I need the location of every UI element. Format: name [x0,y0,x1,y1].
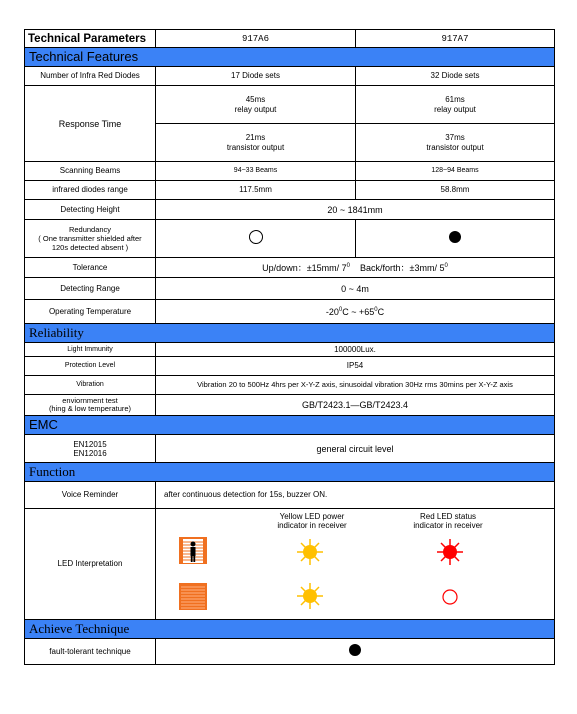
section-function [25,463,555,482]
label-line: enviornment test [62,396,118,405]
row-voice [25,482,555,509]
value-shared [156,258,555,278]
row-range [25,278,555,300]
value-b: 58.8mm [356,181,555,200]
section-technical-features [25,48,555,67]
section-emc [25,416,555,435]
degree-sup: 0 [346,262,350,269]
value-b-relay [356,86,555,124]
value-a: 17 Diode sets [156,67,356,86]
row-fault [25,639,555,665]
section-achieve-technique [25,620,555,639]
row-label [25,220,156,258]
temp-unit: C [377,306,385,317]
row-diode-range [25,181,555,200]
params-header: Technical Parameters [25,30,156,48]
spec-sheet [24,29,554,665]
caption-line: indicator in receiver [277,521,347,530]
person-in-door-icon [178,535,208,565]
header-row [25,30,555,48]
value-shared: 20 ~ 1841mm [156,200,555,220]
value-shared: general circuit level [156,435,555,463]
empty-circle-icon [441,588,459,606]
row-label: Protection Level [25,357,156,376]
row-label: Detecting Range [25,278,156,300]
value-b [356,220,555,258]
model-b-header: 917A7 [356,30,555,48]
row-tolerance [25,258,555,278]
sun-red-icon [436,538,464,566]
row-label: Scanning Beams [25,162,156,181]
value-a-relay [156,86,356,124]
relay-time: 45ms [245,94,266,104]
value-a: 117.5mm [156,181,356,200]
row-label: Detecting Height [25,200,156,220]
row-label: fault-tolerant technique [25,639,156,665]
row-temperature [25,300,555,324]
label-line: Redundancy [68,225,112,234]
yellow-led-caption [252,512,372,530]
value-shared: 100000Lux. [156,343,555,357]
row-height [25,200,555,220]
empty-circle-icon [249,230,263,244]
row-label: Operating Temperature [25,300,156,324]
section-title: Technical Features [25,48,555,67]
sun-yellow-icon [296,582,324,610]
door-closed-icon [178,581,208,611]
row-vibration [25,376,555,395]
sun-yellow-icon [296,538,324,566]
degree-sup: 0 [444,262,448,269]
row-emc [25,435,555,463]
section-title: Function [25,463,555,482]
row-label: Tolerance [25,258,156,278]
row-light [25,343,555,357]
red-led-caption [388,512,508,530]
value-b: 128~94 Beams [356,162,555,181]
value-a-transistor [156,124,356,162]
caption-line: indicator in receiver [413,521,483,530]
row-protection [25,357,555,376]
row-label [25,395,156,416]
model-a-header: 917A6 [156,30,356,48]
value-shared: GB/T2423.1—GB/T2423.4 [156,395,555,416]
value-shared: Vibration 20 to 500Hz 4hrs per X-Y-Z axis, sinusoidal vibration 30Hz rms 30mins per X-Y-Z axis [156,376,555,395]
spec-table [24,29,555,665]
filled-circle-icon [349,644,361,656]
label-line: (hing & low temperature) [48,404,132,413]
section-reliability [25,324,555,343]
row-label: LED Interpretation [25,509,156,620]
temp-mid: C ~ +65 [342,306,375,317]
row-label: Number of Infra Red Diodes [25,67,156,86]
value-b: 32 Diode sets [356,67,555,86]
label-line: EN12015 [73,439,107,449]
degree-sup: 0 [374,306,378,313]
row-label: infrared diodes range [25,181,156,200]
row-label [25,435,156,463]
row-redundancy [25,220,555,258]
tolerance-backforth: Back/forth：±3mm/ 5 [360,262,445,273]
value-shared [156,300,555,324]
caption-line: Red LED status [419,512,477,521]
value-shared: 0 ~ 4m [156,278,555,300]
relay-type: relay output [234,104,277,114]
section-title: EMC [25,416,555,435]
value-a [156,220,356,258]
filled-circle-icon [449,231,461,243]
led-diagram [156,509,555,620]
row-environment [25,395,555,416]
section-title: Reliability [25,324,555,343]
value-b-transistor [356,124,555,162]
transistor-type: transistor output [226,142,285,152]
section-title: Achieve Technique [25,620,555,639]
value-shared [156,639,555,665]
transistor-time: 21ms [245,132,266,142]
label-line: EN12016 [73,448,107,458]
relay-type: relay output [434,104,476,114]
value-shared: after continuous detection for 15s, buzzer ON. [156,482,555,509]
row-label: Response Time [25,86,156,162]
value-shared: IP54 [156,357,555,376]
temp-low: -20 [325,306,339,317]
value-a: 94~33 Beams [156,162,356,181]
row-response-relay [25,86,555,124]
row-scanning [25,162,555,181]
row-label: Vibration [25,376,156,395]
caption-line: Yellow LED power [279,512,345,521]
label-line: 120s detected absent ) [51,243,129,252]
row-label: Light Immunity [25,343,156,357]
tolerance-updown: Up/down：±15mm/ 7 [262,262,347,273]
row-label: Voice Reminder [25,482,156,509]
transistor-time: 37ms [445,132,465,142]
row-diodes [25,67,555,86]
relay-time: 61ms [445,94,465,104]
transistor-type: transistor output [426,142,484,152]
degree-sup: 0 [338,306,343,313]
row-led [25,509,555,620]
label-line: ( One transmitter shielded after [38,234,142,243]
